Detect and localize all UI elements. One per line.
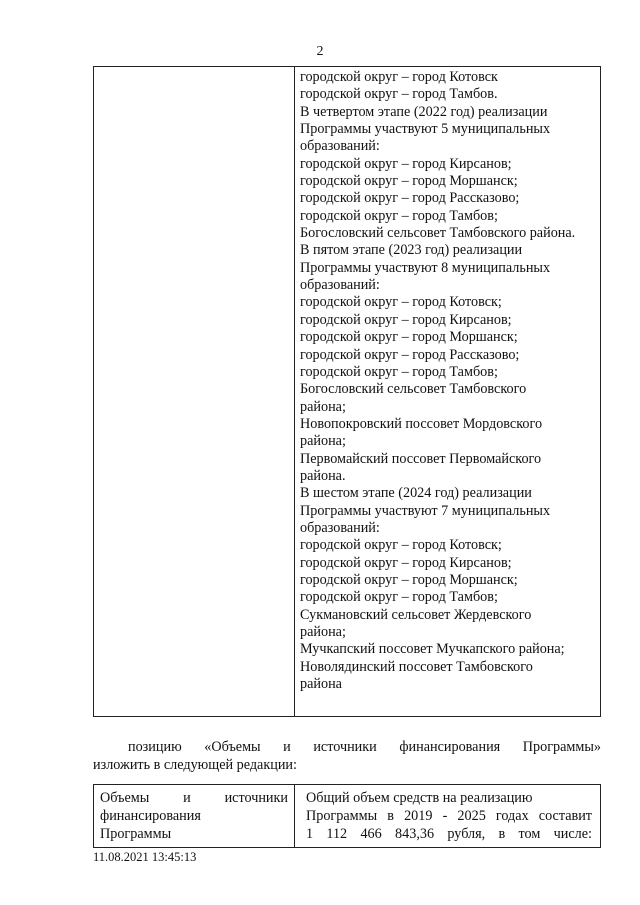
programme-cell-line: городской округ – город Моршанск; [300, 571, 518, 588]
programme-cell-line: Первомайский поссовет Первомайского [300, 450, 542, 467]
financing-table-right-cell [306, 789, 592, 843]
programme-cell-line: городской округ – город Моршанск; [300, 173, 518, 190]
programme-cell-line: Богословский сельсовет Тамбовского района. [300, 225, 576, 242]
programme-cell-line: Программы участвуют 7 муниципальных [300, 502, 551, 519]
financing-label-line3: Программы [100, 826, 172, 842]
programme-cell-line: В четвертом этапе (2022 год) реализации [300, 103, 548, 120]
financing-label-line1: Объемы и источники [100, 790, 288, 806]
programme-cell-line: района; [300, 398, 346, 415]
programme-cell-line: Богословский сельсовет Тамбовского [300, 381, 527, 398]
programme-participants-cell [300, 69, 596, 693]
programme-cell-line: городской округ – город Тамбов; [300, 207, 498, 224]
programme-cell-line: образований: [300, 138, 380, 155]
instruction-paragraph-line2: изложить в следующей редакции: [93, 757, 297, 773]
programme-cell-line: Программы участвуют 8 муниципальных [300, 259, 551, 276]
programme-cell-line: района; [300, 433, 346, 450]
programme-cell-line: городской округ – город Рассказово; [300, 346, 520, 363]
programme-cell-line: городской округ – город Тамбов; [300, 363, 498, 380]
programme-cell-line: Сукмановский сельсовет Жердевского [300, 606, 532, 623]
page-number: 2 [316, 44, 324, 59]
financing-table-divider [294, 785, 295, 847]
programme-participants-table [93, 66, 601, 717]
programme-cell-line: городской округ – город Рассказово; [300, 190, 520, 207]
financing-table-left-cell [100, 789, 288, 843]
programme-cell-line: городской округ – город Тамбов; [300, 589, 498, 606]
programme-cell-line: района; [300, 624, 346, 640]
programme-cell-line: Мучкапский поссовет Мучкапского района; [300, 641, 565, 658]
document-timestamp: 11.08.2021 13:45:13 [93, 850, 197, 864]
programme-cell-line: В пятом этапе (2023 год) реализации [300, 242, 523, 259]
programme-cell-line: городской округ – город Моршанск; [300, 329, 518, 346]
programme-cell-line: городской округ – город Котовск; [300, 537, 502, 554]
programme-cell-line: В шестом этапе (2024 год) реализации [300, 485, 532, 502]
financing-text-line1: Общий объем средств на реализацию [306, 790, 533, 806]
programme-cell-line: образований: [300, 277, 380, 294]
financing-text-line2: Программы в 2019 - 2025 годах составит [306, 808, 592, 824]
programme-cell-line: городской округ – город Кирсанов; [300, 554, 512, 571]
financing-table [93, 784, 601, 848]
programme-cell-line: Новопокровский поссовет Мордовского [300, 415, 543, 432]
financing-label-line2: финансирования [100, 808, 201, 824]
instruction-paragraph-line1: позицию «Объемы и источники финансирования Программы» [128, 739, 601, 755]
programme-cell-line: района. [300, 467, 346, 484]
programme-cell-line: городской округ – город Кирсанов; [300, 311, 512, 328]
financing-text-line3: 1 112 466 843,36 рубля, в том числе: [306, 826, 592, 842]
programme-cell-line: Программы участвуют 5 муниципальных [300, 121, 551, 138]
programme-cell-line: городской округ – город Котовск; [300, 294, 502, 311]
programme-cell-line: Новолядинский поссовет Тамбовского [300, 658, 533, 675]
table-column-divider [294, 67, 295, 716]
programme-cell-line: городской округ – город Тамбов. [300, 86, 498, 103]
programme-cell-line: городской округ – город Котовск [300, 69, 498, 85]
programme-cell-line: района [300, 676, 342, 693]
programme-cell-line: образований: [300, 519, 380, 536]
programme-cell-line: городской округ – город Кирсанов; [300, 155, 512, 172]
